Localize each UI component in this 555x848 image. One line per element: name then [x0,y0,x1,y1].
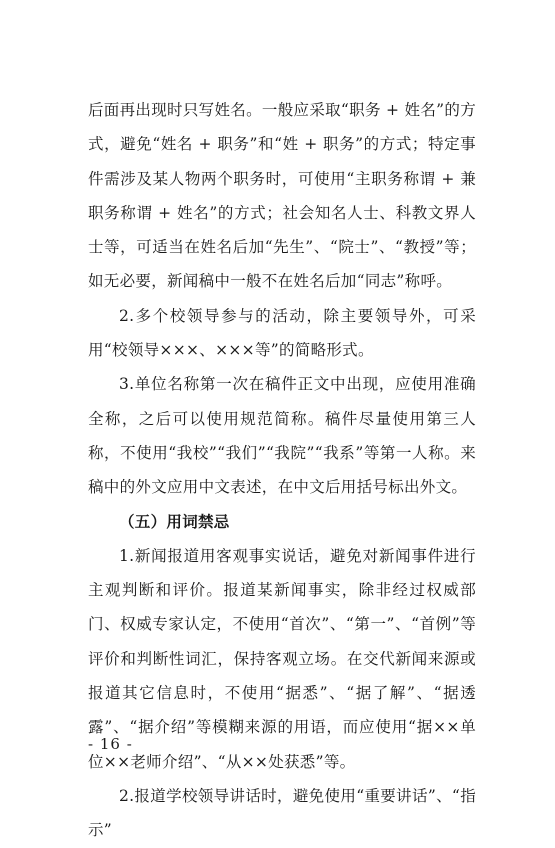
paragraph-item-2-multiple-leaders: 2.多个校领导参与的活动，除主要领导外，可采用“校领导×××、×××等”的简略形式。 [88,306,476,360]
document-body [88,93,476,848]
page-number: - 16 - [88,735,133,753]
paragraph-item-2-leader-speeches: 2.报道学校领导讲话时，避免使用“重要讲话”、“指示” [88,786,476,840]
paragraph-item-3-unit-names: 3.单位名称第一次在稿件正文中出现，应使用准确全称，之后可以使用规范简称。稿件尽量使用第三人称，不使用“我校”“我们”“我院”“我系”等第一人称。来稿中的外文应用中文表述，在中文后用括号标出外文。 [88,375,476,497]
paragraph-name-usage-continued: 后面再出现时只写姓名。一般应采取“职务 + 姓名”的方式，避免“姓名 + 职务”和“姓 + 职务”的方式；特定事件需涉及某人物两个职务时，可使用“主职务称谓 + 兼职务称谓 + 姓名”的方式；社会知名人士、科教文界人士等，可适当在姓名后加“先生”、“院士”、“教授”等；如无必要，新闻稿中一般不在姓名后加“同志”称呼。 [88,101,476,291]
section-heading-word-taboos: （五）用词禁忌 [119,511,230,531]
paragraph-item-1-objective-reporting: 1.新闻报道用客观事实说话，避免对新闻事件进行主观判断和评价。报道某新闻事实，除非经过权威部门、权威专家认定，不使用“首次”、“第一”、“首例”等评价和判断性词汇，保持客观立场。在交代新闻来源或报道其它信息时，不使用“据悉”、“据了解”、“据透露”、“据介绍”等模糊来源的用语，而应使用“据××单位××老师介绍”、“从××处获悉”等。 [88,546,476,771]
